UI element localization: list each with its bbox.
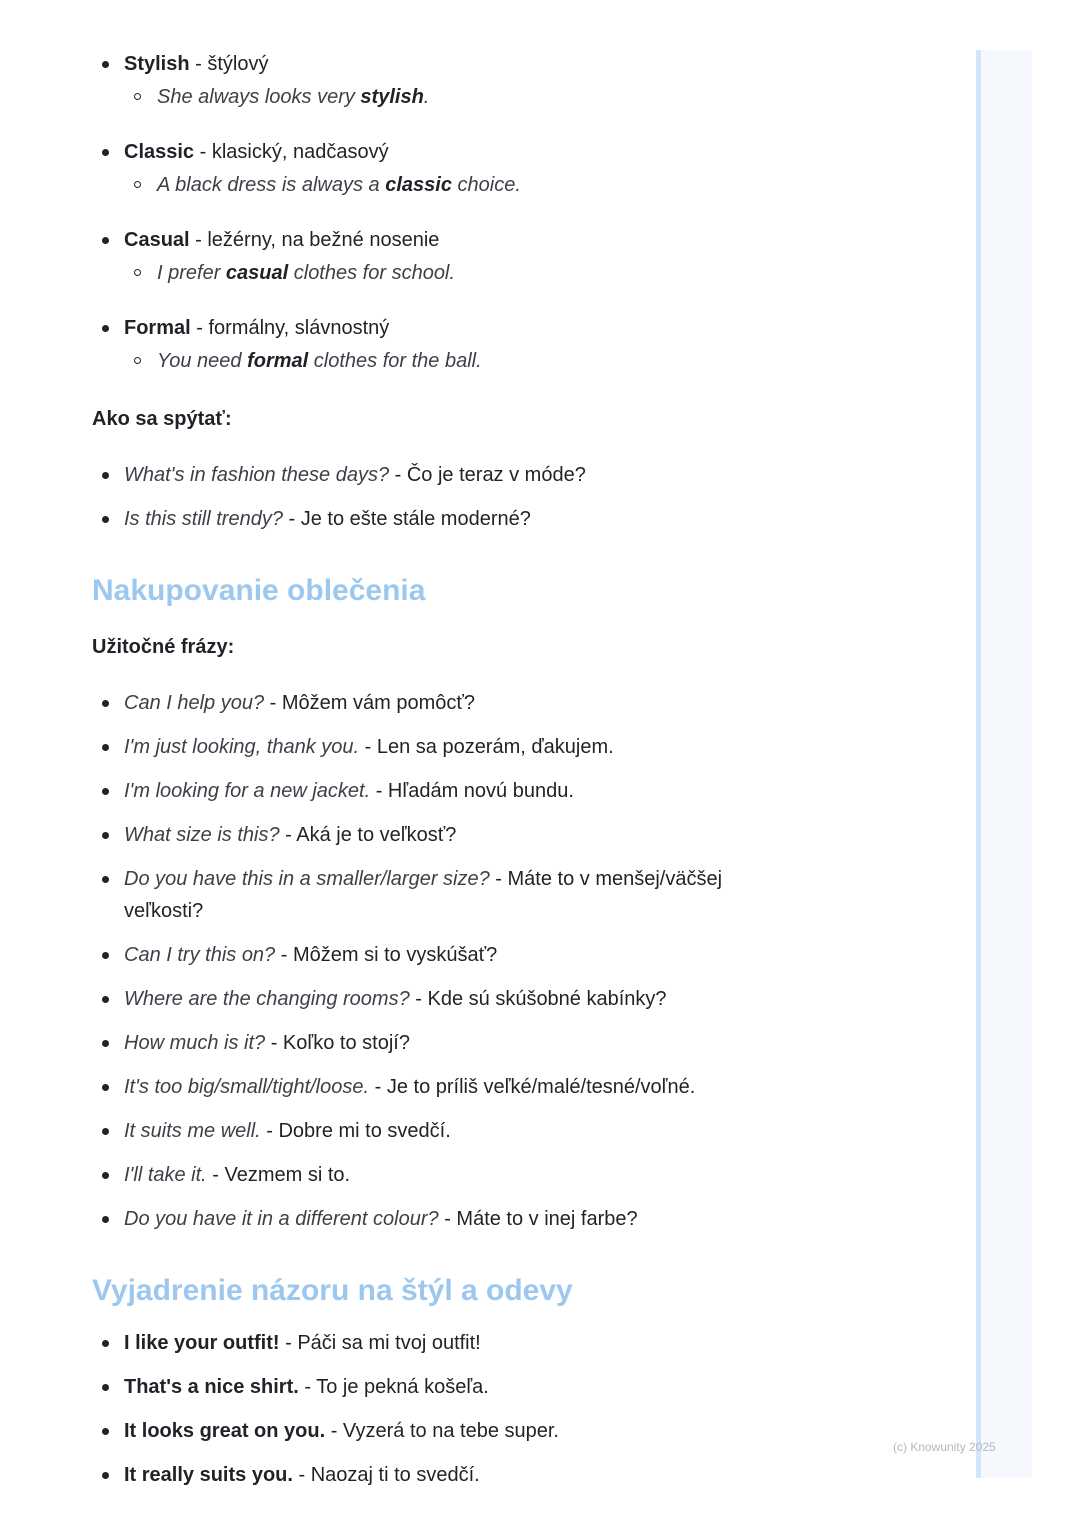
vocab-term-line <box>92 312 852 344</box>
list-item <box>92 1415 852 1447</box>
phrase-en: What size is this? <box>124 824 280 846</box>
phrase-en: Can I try this on? <box>124 944 276 966</box>
phrase-sk: - Môžem si to vyskúšať? <box>275 944 498 966</box>
vocab-term-line <box>92 224 852 256</box>
phrase-sk: - Čo je teraz v móde? <box>389 464 586 486</box>
list-item <box>92 1459 852 1491</box>
vocab-example <box>92 257 852 289</box>
phrase-en: What's in fashion these days? <box>124 464 390 486</box>
vocab-item-classic <box>92 136 852 201</box>
phrase-en: Do you have it in a different colour? <box>124 1208 439 1230</box>
example-keyword: stylish <box>360 86 424 108</box>
vocab-translation: - klasický, nadčasový <box>194 141 389 163</box>
shopping-subheading: Užitočné frázy: <box>92 636 235 658</box>
copyright-footer: (c) Knowunity 2025 <box>893 1440 996 1454</box>
phrase-sk: - To je pekná košeľa. <box>298 1376 489 1398</box>
phrase-en: I'm looking for a new jacket. <box>124 780 371 802</box>
list-item <box>92 1159 852 1191</box>
vocab-item-formal <box>92 312 852 377</box>
phrase-en: It suits me well. <box>124 1120 261 1142</box>
list-item <box>92 731 852 763</box>
vocab-example <box>92 81 852 113</box>
shopping-phrase-list <box>92 687 852 1235</box>
example-keyword: formal <box>247 350 309 372</box>
example-text: . <box>423 86 430 108</box>
list-item <box>92 1327 852 1359</box>
list-item <box>92 1203 852 1235</box>
phrase-sk: - Vezmem si to. <box>206 1164 351 1186</box>
list-item <box>92 1071 852 1103</box>
phrase-en: It looks great on you. <box>124 1420 326 1442</box>
phrase-sk: - Je to príliš veľké/malé/tesné/voľné. <box>369 1076 696 1098</box>
phrase-en: I like your outfit! <box>124 1332 280 1354</box>
phrase-sk: - Len sa pozerám, ďakujem. <box>359 736 614 758</box>
phrase-sk: - Páči sa mi tvoj outfit! <box>279 1332 481 1354</box>
list-item <box>92 1027 852 1059</box>
list-item <box>92 775 852 807</box>
vocab-example <box>92 345 852 377</box>
phrase-en: Do you have this in a smaller/larger size? <box>124 868 490 890</box>
vocabulary-list <box>92 48 852 377</box>
opinion-phrase-list <box>92 1327 852 1491</box>
list-item <box>92 459 852 491</box>
phrase-en: Where are the changing rooms? <box>124 988 410 1010</box>
vocab-translation: - štýlový <box>189 53 269 75</box>
vocab-translation: - ležérny, na bežné nosenie <box>189 229 440 251</box>
ask-heading: Ako sa spýtať: <box>92 408 232 430</box>
list-item <box>92 819 852 851</box>
phrase-sk: - Aká je to veľkosť? <box>279 824 457 846</box>
phrase-en: It's too big/small/tight/loose. <box>124 1076 370 1098</box>
phrase-sk: - Máte to v menšej/väčšej veľkosti? <box>124 868 723 922</box>
list-item <box>92 503 852 535</box>
phrase-en: Is this still trendy? <box>124 508 283 530</box>
phrase-sk: - Naozaj ti to svedčí. <box>292 1464 480 1486</box>
vocab-term: Casual <box>124 229 190 251</box>
vocab-term: Stylish <box>124 53 190 75</box>
example-text: I prefer <box>157 262 226 284</box>
example-text: She always looks very <box>157 86 361 108</box>
list-item <box>92 939 852 971</box>
phrase-sk: - Dobre mi to svedčí. <box>260 1120 451 1142</box>
example-text: clothes for school. <box>288 262 455 284</box>
list-item <box>92 1371 852 1403</box>
phrase-sk: - Koľko to stojí? <box>265 1032 410 1054</box>
phrase-sk: - Kde sú skúšobné kabínky? <box>409 988 667 1010</box>
phrase-sk: - Máte to v inej farbe? <box>438 1208 638 1230</box>
vocab-translation: - formálny, slávnostný <box>190 317 390 339</box>
phrase-sk: - Je to ešte stále moderné? <box>282 508 531 530</box>
vocab-term: Formal <box>124 317 191 339</box>
example-text: You need <box>157 350 248 372</box>
phrase-sk: - Vyzerá to na tebe super. <box>325 1420 559 1442</box>
list-item <box>92 1115 852 1147</box>
phrase-sk: - Hľadám novú bundu. <box>370 780 574 802</box>
example-keyword: casual <box>225 262 289 284</box>
example-text: choice. <box>451 174 521 196</box>
vocab-example <box>92 169 852 201</box>
phrase-en: I'll take it. <box>124 1164 207 1186</box>
phrase-en: It really suits you. <box>124 1464 293 1486</box>
example-text: A black dress is always a <box>157 174 386 196</box>
list-item <box>92 983 852 1015</box>
phrase-sk: - Môžem vám pomôcť? <box>264 692 475 714</box>
ask-list <box>92 459 852 535</box>
phrase-en: How much is it? <box>124 1032 266 1054</box>
list-item <box>92 863 764 927</box>
phrase-en: That's a nice shirt. <box>124 1376 299 1398</box>
phrase-en: Can I help you? <box>124 692 265 714</box>
opinion-section-title: Vyjadrenie názoru na štýl a odevy <box>92 1274 573 1307</box>
vocab-item-stylish <box>92 48 852 113</box>
vocab-item-casual <box>92 224 852 289</box>
phrase-en: I'm just looking, thank you. <box>124 736 360 758</box>
right-sidebar-panel <box>976 50 1032 1478</box>
document-content <box>92 48 852 1491</box>
vocab-term-line <box>92 136 852 168</box>
vocab-term: Classic <box>124 141 195 163</box>
example-keyword: classic <box>385 174 452 196</box>
list-item <box>92 687 852 719</box>
shopping-section-title: Nakupovanie oblečenia <box>92 574 426 607</box>
vocab-term-line <box>92 48 852 80</box>
example-text: clothes for the ball. <box>308 350 482 372</box>
